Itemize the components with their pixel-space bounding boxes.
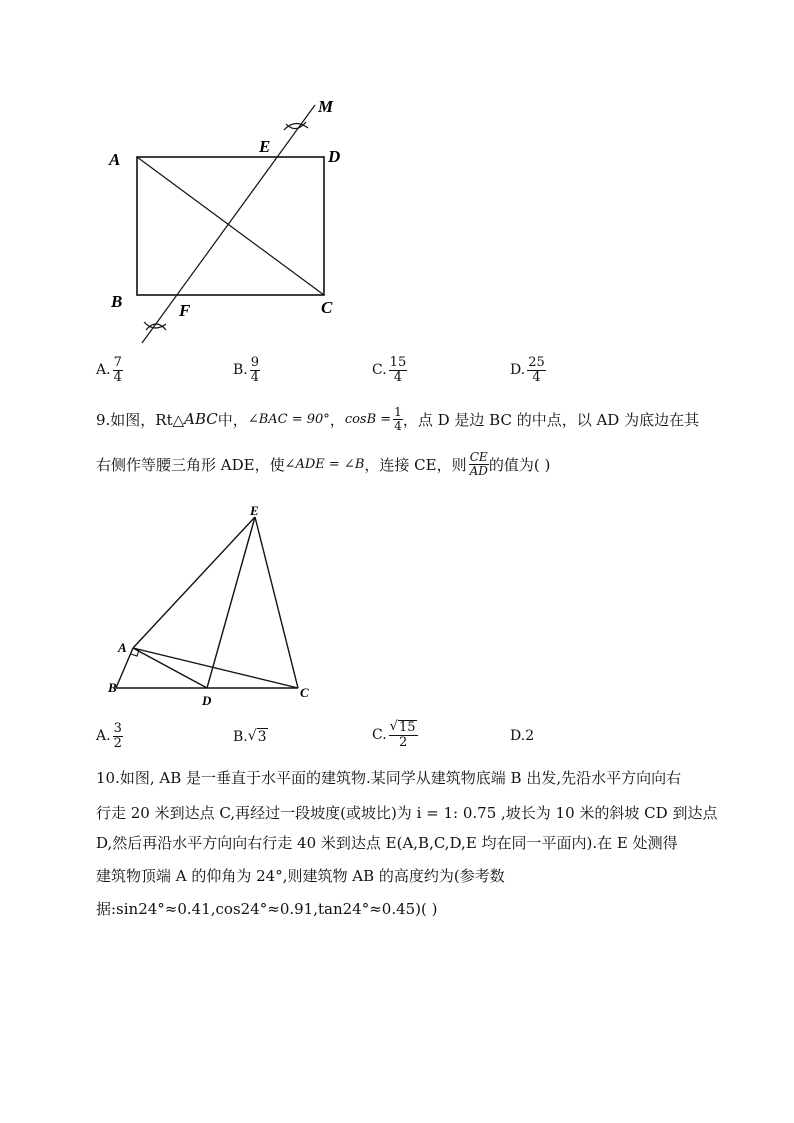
- label-a: A: [118, 640, 127, 655]
- fraction: $\frac{25}{4}$: [528, 355, 545, 385]
- q10-line-2: 行走 20 米到达点 C,再经过一段坡度(或坡比)为 i = 1: 0.75 ,坡长为 10 米的斜坡 CD 到达点: [96, 804, 718, 822]
- q9-option-a[interactable]: A. $\frac{3}{2}$: [96, 721, 122, 751]
- segment-ad: [133, 648, 207, 688]
- q10-line-5: 据:sin24°≈0.41,cos24°≈0.91,tan24°≈0.45)( ): [96, 900, 438, 918]
- label-d: D: [328, 147, 341, 166]
- q9-option-c[interactable]: C. √ 15 2: [372, 719, 416, 750]
- label-e: E: [259, 137, 271, 156]
- q8-option-a[interactable]: A. $\frac{7}{4}$: [96, 355, 122, 385]
- fraction: $\frac{7}{4}$: [113, 355, 122, 385]
- q9-option-b[interactable]: B. √ 3: [233, 728, 267, 745]
- q9-line-2: 右侧作等腰三角形 ADE，使 ∠ADE = ∠B ，连接 CE，则 $\frac{CE}{AD}$ 的值为( ): [96, 450, 551, 478]
- q10-line-3: D,然后再沿水平方向向右行走 40 米到达点 E(A,B,C,D,E 均在同一平面内).在 E 处测得: [96, 834, 678, 852]
- label-e: E: [250, 503, 259, 518]
- q8-option-b[interactable]: B. $\frac{9}{4}$: [233, 355, 260, 385]
- fraction: √ 15 2: [389, 719, 416, 750]
- segment-ce: [255, 517, 298, 688]
- label-c: C: [300, 685, 309, 700]
- q8-option-c[interactable]: C. $\frac{15}{4}$: [372, 355, 407, 385]
- line-fm: [142, 105, 315, 343]
- fraction: $\frac{3}{2}$: [113, 721, 122, 751]
- q10-line-1: 10.如图, AB 是一垂直于水平面的建筑物.某同学从建筑物底端 B 出发,先沿水平方向向右: [96, 769, 682, 787]
- fraction: $\frac{1}{4}$: [394, 405, 402, 433]
- label-f: F: [179, 301, 191, 320]
- label-d: D: [202, 693, 212, 708]
- q9-option-d[interactable]: D. 2: [510, 728, 535, 744]
- fraction: $\frac{15}{4}$: [389, 355, 407, 385]
- label-c: C: [321, 298, 333, 317]
- q8-option-d[interactable]: D. $\frac{25}{4}$: [510, 355, 545, 385]
- fraction: $\frac{CE}{AD}$: [469, 450, 488, 478]
- diagonal-ac: [137, 157, 324, 295]
- q10-line-4: 建筑物顶端 A 的仰角为 24°,则建筑物 AB 的高度约为(参考数: [96, 867, 505, 885]
- label-m: M: [318, 97, 334, 116]
- label-b: B: [111, 292, 123, 311]
- figure-rectangle: [100, 90, 360, 350]
- figure-triangle: [100, 495, 330, 715]
- fraction: $\frac{9}{4}$: [250, 355, 260, 385]
- rectangle-diagram: [100, 90, 360, 350]
- q9-line-1: 9.如图，Rt△ ABC 中， ∠BAC = 90° ， cosB = $\frac{1}{4}$ ，点 D 是边 BC 的中点，以 AD 为底边在其: [96, 405, 700, 433]
- label-b: B: [108, 680, 117, 695]
- arc-bottom-2: [146, 324, 166, 330]
- segment-ac: [133, 648, 298, 688]
- label-a: A: [109, 150, 121, 169]
- sqrt-expression: √ 3: [247, 728, 267, 745]
- triangle-diagram: [100, 495, 330, 715]
